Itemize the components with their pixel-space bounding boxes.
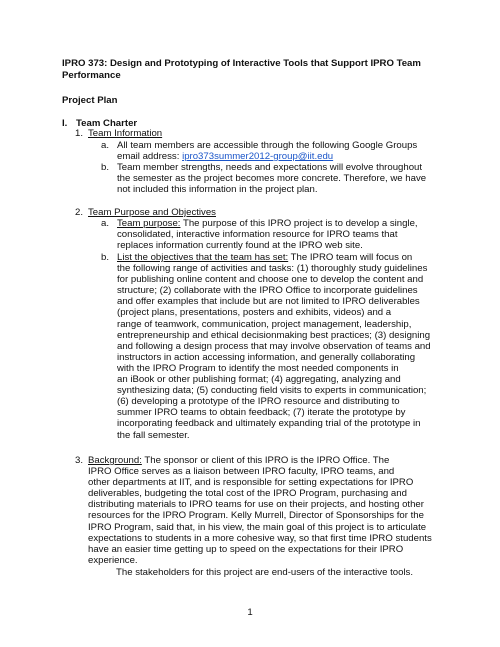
objectives-line: and following a design process that may involve observation of teams and [117, 340, 431, 352]
background-line: expectations to students in a more cohesive way, so that first time IPRO students [88, 532, 432, 544]
objectives-line: incorporating feedback and ultimately expanding trial of the prototype in [117, 418, 421, 430]
objectives-line: structure; (2) collaborate with the IPRO Office to incorporate guidelines [117, 285, 418, 297]
team-purpose-term: Team purpose: [117, 218, 181, 229]
background-line: deliverables, budgeting the total cost of the IPRO Program, purchasing and [88, 488, 407, 500]
item-1a-line-1: All team members are accessible through the following Google Groups [117, 140, 418, 151]
background-line: resources for the IPRO Program. Kelly Murrell, Director of Sponsorships for the [88, 510, 424, 522]
item-1b-line-2: the semester as the project becomes more concrete. Therefore, we have [117, 173, 427, 184]
objectives-line: an iBook or other publishing format; (4) aggregating, analyzing and [117, 374, 401, 385]
email-prefix: email address: [117, 151, 183, 162]
item-1b-label: b. [101, 162, 110, 173]
section-title: Team Charter [76, 118, 138, 129]
item-3-number: 3. [75, 455, 84, 466]
objectives-line: with the IPRO Program to identify the most needed components in [117, 362, 399, 374]
team-purpose-text: The purpose of this IPRO project is to develop a single, [180, 218, 418, 229]
item-2a-label: a. [101, 218, 110, 229]
background-text: The sponsor or client of this IPRO is the IPRO Office. The [141, 455, 390, 466]
item-2-heading: Team Purpose and Objectives [88, 207, 216, 218]
objectives-line: (project plans, presentations, posters and exhibits, videos) and a [117, 307, 392, 319]
item-1b-line-3: not included this information in the project plan. [117, 184, 318, 195]
objectives-line: range of teamwork, communication, project management, leadership, [117, 318, 412, 330]
doc-title-line-1: IPRO 373: Design and Prototyping of Interactive Tools that Support IPRO Team [62, 58, 421, 69]
item-2b-line-1 [117, 252, 412, 263]
background-line: distributing materials to IPRO teams for use on their projects, and hosting other [88, 499, 424, 511]
objectives-text: The IPRO team will focus on [288, 252, 413, 263]
background-line: have an easier time getting up to speed on the expectations for their IPRO [88, 543, 404, 555]
objectives-line: instructors in action accessing information, and generally collaborating [117, 351, 416, 363]
objectives-line: the following range of activities and tasks: (1) thoroughly study guidelines [117, 263, 428, 274]
stakeholders-line: The stakeholders for this project are end-users of the interactive tools. [116, 567, 414, 578]
background-line: IPRO Office serves as a liaison between IPRO faculty, IPRO teams, and [88, 466, 395, 477]
objectives-line: the fall semester. [117, 429, 190, 441]
item-2a-line-2: consolidated, interactive information resource for IPRO teams that [117, 229, 398, 240]
background-term: Background: [88, 455, 142, 466]
doc-title-line-2: Performance [62, 70, 121, 81]
email-link[interactable]: ipro373summer2012-group@iit.edu [182, 151, 334, 162]
background-line: IPRO Program, said that, in his view, the main goal of this project is to articulate [88, 521, 427, 533]
item-1b-line-1: Team member strengths, needs and expectations will evolve throughout [117, 162, 423, 173]
item-1-number: 1. [75, 128, 84, 139]
objectives-line: for publishing online content and choose one to develop the content and [117, 274, 424, 286]
objectives-term: List the objectives that the team has set: [117, 252, 289, 263]
objectives-line: summer IPRO teams to obtain feedback; (7) iterate the prototype by [117, 407, 406, 419]
item-1-heading: Team Information [88, 128, 163, 139]
doc-subtitle: Project Plan [62, 95, 118, 106]
item-2a-line-3: replaces information currently found at the IPRO web site. [117, 240, 363, 251]
objectives-line: synthesizing data; (5) conducting field visits to experts in communication; [117, 385, 427, 397]
item-1a-line-2 [117, 151, 333, 162]
item-2b-label: b. [101, 252, 110, 263]
section-number: I. [62, 118, 68, 129]
item-2a-line-1 [117, 218, 418, 229]
objectives-line: (6) developing a prototype of the IPRO resource and distributing to [117, 396, 400, 408]
objectives-line: entrepreneurship and ethical decisionmaking best practices; (3) designing [117, 329, 431, 341]
background-line: other departments at IIT, and is responsible for setting expectations for IPRO [88, 477, 414, 489]
background-line: experience. [88, 554, 138, 566]
objectives-line: and offer examples that include but are not limited to IPRO deliverables [117, 296, 420, 308]
item-3-line-1 [88, 455, 389, 466]
item-1a-label: a. [101, 140, 110, 151]
item-2-number: 2. [75, 207, 84, 218]
page-number: 1 [247, 607, 253, 618]
